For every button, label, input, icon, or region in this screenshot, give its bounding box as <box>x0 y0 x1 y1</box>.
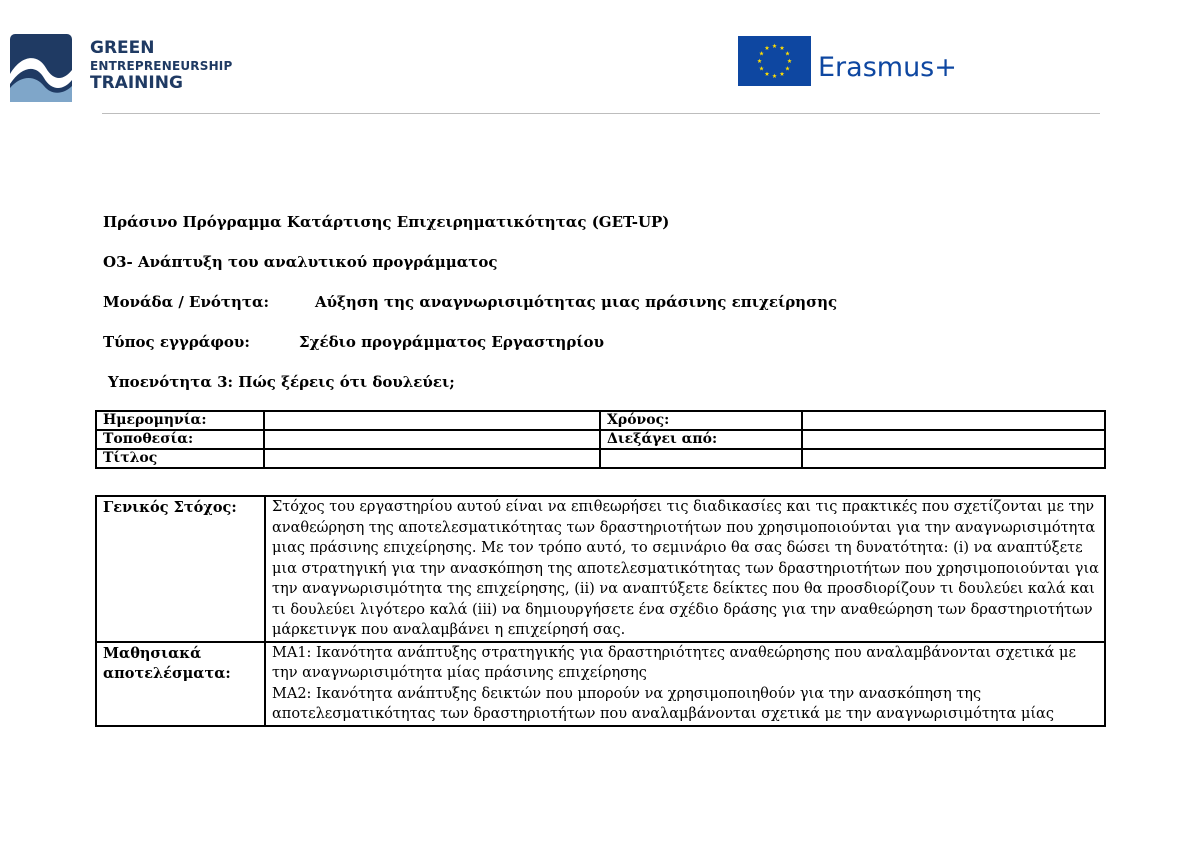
output-title: Ο3- Ανάπτυξη του αναλυτικού προγράμματος <box>103 253 498 271</box>
learning-outcome-ma1: MA1: Ικανότητα ανάπτυξης στρατηγικής για δραστηριότητες αναθεώρησης που αναλαμβάνονται σχετικά με την αναγνωρισιμότητα μίας πράσινης επιχείρησης <box>272 644 1076 681</box>
doc-type-label: Τύπος εγγράφου: <box>103 333 250 351</box>
location-label: Τοποθεσία: <box>96 430 264 449</box>
learning-label-line-1: Μαθησιακά <box>103 644 202 662</box>
table-row <box>96 496 1105 642</box>
workshop-info-table <box>95 410 1106 469</box>
module-label: Μονάδα / Ενότητα: <box>103 293 270 311</box>
general-goal-label: Γενικός Στόχος: <box>96 496 265 642</box>
learning-outcomes-label <box>96 642 265 726</box>
doc-type-line <box>103 333 604 351</box>
module-line <box>103 293 838 311</box>
learning-outcomes-text <box>265 642 1105 726</box>
learning-outcome-ma2: MA2: Ικανότητα ανάπτυξης δεικτών που μπορούν να χρησιμοποιηθούν για την ανασκόπηση της αποτελεσματικότητας των δραστηριοτήτων που αναλαμβάνονται σχετικά με την αναγνωρισιμότητα μίας <box>272 685 1054 722</box>
module-value: Αύξηση της αναγνωρισιμότητας μιας πράσινης επιχείρησης <box>315 293 838 311</box>
program-title: Πράσινο Πρόγραμμα Κατάρτισης Επιχειρηματικότητας (GET-UP) <box>103 213 670 231</box>
table-row <box>96 411 1105 430</box>
location-value-cell[interactable] <box>264 430 600 449</box>
logo-word-training: TRAINING <box>90 73 183 93</box>
conducted-by-value-cell[interactable] <box>802 430 1105 449</box>
table-row <box>96 430 1105 449</box>
general-goal-text: Στόχος του εργαστηρίου αυτού είναι να επιθεωρήσει τις διαδικασίες και τις πρακτικές που σχετίζονται με την αναθεώρηση της αποτελεσματικότητας των δραστηριοτήτων που χρησιμοποιούνται για την αναγνωρισιμότητα μιας πράσινης επιχείρησης. Με τον τρόπο αυτό, το σεμινάριο θα σας δώσει τη δυνατότητα: (i) να αναπτύξετε μια στρατηγική για την ανασκόπηση της αποτελεσματικότητας των δραστηριοτήτων που χρησιμοποιούνται για την αναγνωρισιμότητα της επιχείρησης, (ii) να αναπτύξετε δείκτες που θα προσδιορίζουν τι δουλεύει καλά και τι δουλεύει λιγότερο καλά (iii) να δημιουργήσετε ένα σχέδιο δράσης για την αναθεώρηση των δραστηριοτήτων μάρκετινγκ που αναλαμβάνει η επιχείρησή σας. <box>265 496 1105 642</box>
date-label: Ημερομηνία: <box>96 411 264 430</box>
eu-flag-icon <box>738 36 811 86</box>
time-label: Χρόνος: <box>600 411 802 430</box>
date-value-cell[interactable] <box>264 411 600 430</box>
erasmus-plus-wordmark: Erasmus+ <box>818 52 957 83</box>
title-label: Τίτλος <box>96 449 264 468</box>
empty-cell <box>802 449 1105 468</box>
header-divider <box>102 113 1100 114</box>
logo-word-green: GREEN <box>90 38 155 58</box>
table-row <box>96 642 1105 726</box>
time-value-cell[interactable] <box>802 411 1105 430</box>
wave-logo-icon <box>10 34 72 102</box>
erasmus-plus-logo <box>738 36 988 88</box>
logo-word-entrepreneurship: ENTREPRENEURSHIP <box>90 59 233 73</box>
conducted-by-label: Διεξάγει από: <box>600 430 802 449</box>
title-value-cell[interactable] <box>264 449 600 468</box>
learning-label-line-2: αποτελέσματα: <box>103 665 231 682</box>
table-row <box>96 449 1105 468</box>
subunit-title: Υποενότητα 3: Πώς ξέρεις ότι δουλεύει; <box>108 373 455 391</box>
objectives-table <box>95 495 1106 727</box>
doc-type-value: Σχέδιο προγράμματος Εργαστηρίου <box>299 333 604 351</box>
empty-cell <box>600 449 802 468</box>
green-entrepreneurship-logo <box>10 34 233 104</box>
